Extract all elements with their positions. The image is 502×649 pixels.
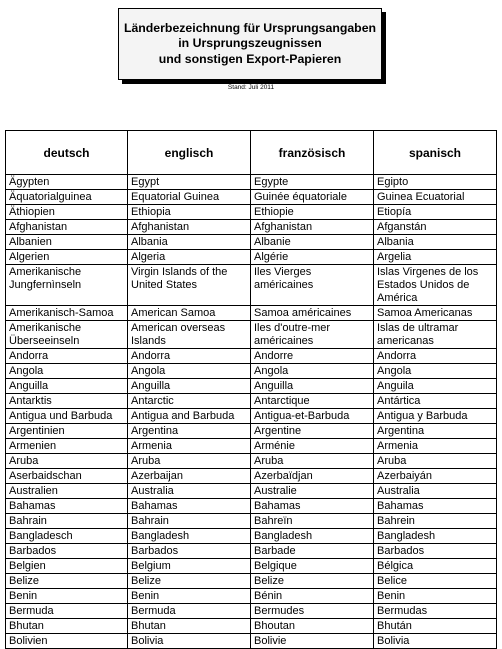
table-row [6, 190, 497, 205]
table-row [6, 619, 497, 634]
cell-spanish: Armenia [374, 439, 497, 454]
cell-spanish: Argentina [374, 424, 497, 439]
cell-english: Afghanistan [128, 220, 251, 235]
table-row [6, 250, 497, 265]
cell-french: Antigua-et-Barbuda [251, 409, 374, 424]
cell-german: Argentinien [6, 424, 128, 439]
country-names-table [5, 130, 497, 649]
cell-french: Aruba [251, 454, 374, 469]
cell-english: Angola [128, 364, 251, 379]
cell-spanish: Egipto [374, 175, 497, 190]
cell-french: Albanie [251, 235, 374, 250]
table-row [6, 454, 497, 469]
cell-spanish: Barbados [374, 544, 497, 559]
table-row [6, 589, 497, 604]
cell-german: Bangladesch [6, 529, 128, 544]
cell-german: Antigua und Barbuda [6, 409, 128, 424]
cell-spanish: Andorra [374, 349, 497, 364]
table-body [6, 175, 497, 649]
cell-english: Armenia [128, 439, 251, 454]
cell-english: American Samoa [128, 306, 251, 321]
table-row [6, 349, 497, 364]
column-header-spanish: spanisch [374, 131, 497, 175]
cell-english: Aruba [128, 454, 251, 469]
cell-spanish: Benin [374, 589, 497, 604]
cell-french: Argentine [251, 424, 374, 439]
table-header-row [6, 131, 497, 175]
cell-english: Anguilla [128, 379, 251, 394]
cell-spanish: Albania [374, 235, 497, 250]
column-header-english: englisch [128, 131, 251, 175]
table-row [6, 424, 497, 439]
cell-german: Amerikanische Jungfernìnseln [6, 265, 128, 306]
cell-english: Antarctic [128, 394, 251, 409]
cell-french: Anguilla [251, 379, 374, 394]
table-row [6, 409, 497, 424]
cell-english: Egypt [128, 175, 251, 190]
cell-german: Amerikanische Überseeinseln [6, 321, 128, 349]
cell-french: Ethiopie [251, 205, 374, 220]
cell-english: Argentina [128, 424, 251, 439]
cell-spanish: Bélgica [374, 559, 497, 574]
table-row [6, 321, 497, 349]
cell-spanish: Bahamas [374, 499, 497, 514]
table-row [6, 574, 497, 589]
cell-german: Bahrain [6, 514, 128, 529]
cell-english: Australia [128, 484, 251, 499]
table-row [6, 484, 497, 499]
cell-french: Azerbaïdjan [251, 469, 374, 484]
table-row [6, 559, 497, 574]
table-row [6, 469, 497, 484]
cell-french: Iles Vierges américaines [251, 265, 374, 306]
cell-spanish: Bahrein [374, 514, 497, 529]
cell-english: American overseas Islands [128, 321, 251, 349]
cell-german: Amerikanisch-Samoa [6, 306, 128, 321]
cell-spanish: Bangladesh [374, 529, 497, 544]
cell-spanish: Samoa Americanas [374, 306, 497, 321]
cell-spanish: Bhután [374, 619, 497, 634]
cell-spanish: Antigua y Barbuda [374, 409, 497, 424]
cell-spanish: Antártica [374, 394, 497, 409]
cell-english: Virgin Islands of the United States [128, 265, 251, 306]
cell-german: Antarktis [6, 394, 128, 409]
cell-french: Barbade [251, 544, 374, 559]
cell-french: Bénin [251, 589, 374, 604]
table-row [6, 265, 497, 306]
table-row [6, 220, 497, 235]
cell-spanish: Australia [374, 484, 497, 499]
cell-german: Anguilla [6, 379, 128, 394]
cell-spanish: Etiopía [374, 205, 497, 220]
cell-english: Antigua and Barbuda [128, 409, 251, 424]
column-header-french: französisch [251, 131, 374, 175]
cell-french: Guinée équatoriale [251, 190, 374, 205]
cell-english: Barbados [128, 544, 251, 559]
cell-spanish: Argelia [374, 250, 497, 265]
cell-spanish: Guinea Ecuatorial [374, 190, 497, 205]
cell-english: Ethiopia [128, 205, 251, 220]
cell-english: Bangladesh [128, 529, 251, 544]
cell-german: Aserbaidschan [6, 469, 128, 484]
cell-french: Australie [251, 484, 374, 499]
cell-english: Andorra [128, 349, 251, 364]
table-row [6, 634, 497, 649]
title-line-2: in Ursprungszeugnissen [178, 36, 322, 51]
table-row [6, 439, 497, 454]
cell-french: Belgique [251, 559, 374, 574]
cell-german: Albanien [6, 235, 128, 250]
cell-german: Bhutan [6, 619, 128, 634]
cell-german: Bolivien [6, 634, 128, 649]
column-header-german: deutsch [6, 131, 128, 175]
cell-english: Benin [128, 589, 251, 604]
cell-german: Belgien [6, 559, 128, 574]
cell-french: Bahreïn [251, 514, 374, 529]
title-line-3: und sonstigen Export-Papieren [158, 51, 342, 66]
cell-spanish: Bolivia [374, 634, 497, 649]
cell-english: Belize [128, 574, 251, 589]
title-line-1: Länderbezeichnung für Ursprungsangaben [123, 20, 377, 35]
cell-french: Egypte [251, 175, 374, 190]
cell-french: Arménie [251, 439, 374, 454]
cell-english: Bolivia [128, 634, 251, 649]
cell-french: Algérie [251, 250, 374, 265]
cell-german: Benin [6, 589, 128, 604]
cell-english: Bhutan [128, 619, 251, 634]
cell-german: Armenien [6, 439, 128, 454]
cell-english: Belgium [128, 559, 251, 574]
cell-french: Samoa américaines [251, 306, 374, 321]
cell-spanish: Islas Virgenes de los Estados Unidos de América [374, 265, 497, 306]
cell-german: Belize [6, 574, 128, 589]
cell-french: Belize [251, 574, 374, 589]
table-row [6, 529, 497, 544]
table-row [6, 235, 497, 250]
cell-spanish: Afganstán [374, 220, 497, 235]
cell-german: Angola [6, 364, 128, 379]
cell-german: Australien [6, 484, 128, 499]
cell-french: Antarctique [251, 394, 374, 409]
cell-spanish: Aruba [374, 454, 497, 469]
table-row [6, 499, 497, 514]
cell-french: Afghanistan [251, 220, 374, 235]
cell-german: Ägypten [6, 175, 128, 190]
cell-german: Aruba [6, 454, 128, 469]
cell-french: Angola [251, 364, 374, 379]
stand-date: Stand: Juli 2011 [227, 84, 275, 91]
cell-spanish: Anguila [374, 379, 497, 394]
table-row [6, 604, 497, 619]
cell-german: Afghanistan [6, 220, 128, 235]
cell-english: Albania [128, 235, 251, 250]
title-box [118, 8, 382, 80]
table-row [6, 379, 497, 394]
cell-german: Algerien [6, 250, 128, 265]
cell-french: Bermudes [251, 604, 374, 619]
table-row [6, 175, 497, 190]
cell-french: Iles d'outre-mer américaines [251, 321, 374, 349]
cell-german: Bermuda [6, 604, 128, 619]
cell-french: Bolivie [251, 634, 374, 649]
cell-english: Bermuda [128, 604, 251, 619]
cell-spanish: Islas de ultramar americanas [374, 321, 497, 349]
table-row [6, 205, 497, 220]
table-row [6, 364, 497, 379]
cell-german: Barbados [6, 544, 128, 559]
cell-spanish: Bermudas [374, 604, 497, 619]
cell-english: Azerbaijan [128, 469, 251, 484]
cell-german: Äthiopien [6, 205, 128, 220]
cell-spanish: Azerbaiyán [374, 469, 497, 484]
cell-english: Equatorial Guinea [128, 190, 251, 205]
table-row [6, 394, 497, 409]
cell-french: Bhoutan [251, 619, 374, 634]
table-row [6, 306, 497, 321]
cell-french: Bahamas [251, 499, 374, 514]
cell-french: Bangladesh [251, 529, 374, 544]
table-row [6, 544, 497, 559]
cell-english: Algeria [128, 250, 251, 265]
table-row [6, 514, 497, 529]
cell-spanish: Angola [374, 364, 497, 379]
cell-english: Bahamas [128, 499, 251, 514]
cell-spanish: Belice [374, 574, 497, 589]
cell-french: Andorre [251, 349, 374, 364]
cell-english: Bahrain [128, 514, 251, 529]
cell-german: Bahamas [6, 499, 128, 514]
cell-german: Andorra [6, 349, 128, 364]
cell-german: Äquatorialguinea [6, 190, 128, 205]
